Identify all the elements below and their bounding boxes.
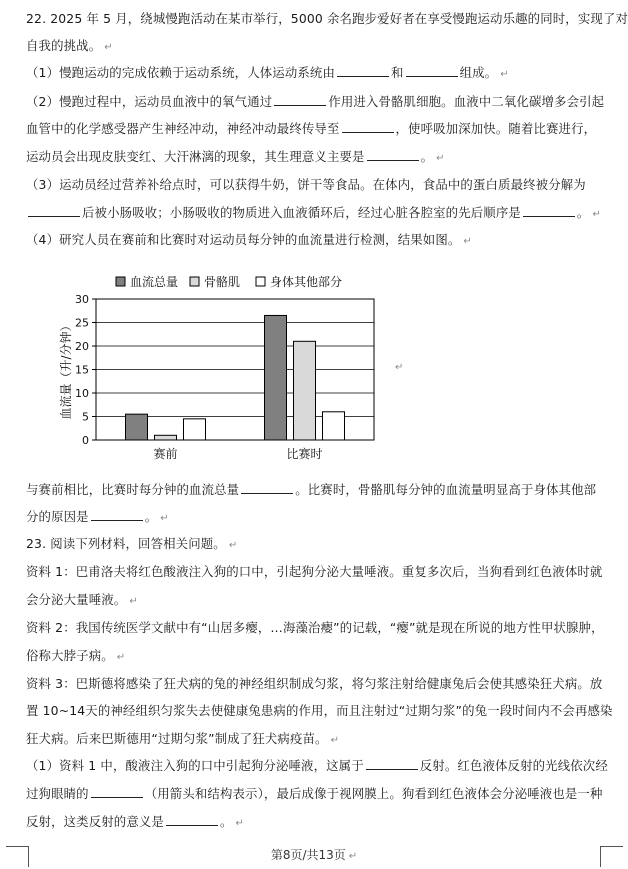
q22-stem-line1: [26, 10, 628, 28]
legend-label: 骨骼肌: [204, 275, 241, 289]
answer-blank[interactable]: [166, 813, 218, 826]
answer-blank[interactable]: [523, 204, 575, 217]
text: （4）研究人员在赛前和比赛时对运动员每分钟的血流量进行检测，结果如图。: [26, 232, 461, 247]
text: 资料 2：我国传统医学文献中有“山居多瘿，…海藻治瘿”的记载，“瘿”就是现在所说的地方性甲状腺肿，: [26, 620, 604, 635]
answer-blank[interactable]: [241, 481, 293, 494]
legend-label: 身体其他部分: [270, 275, 343, 289]
paragraph-mark: ↵: [228, 540, 238, 551]
paragraph-mark: ↵: [592, 209, 601, 220]
text: 后被小肠吸收；小肠吸收的物质进入血液循环后，经过心脏各腔室的先后顺序是: [82, 205, 521, 220]
chart-paragraph-mark: [392, 357, 404, 377]
q23-material1-line2: [26, 591, 138, 611]
q23-stem: [26, 535, 237, 555]
text: 与赛前相比，比赛时每分钟的血流总量: [26, 482, 240, 497]
answer-blank[interactable]: [91, 785, 143, 798]
answer-blank[interactable]: [91, 508, 143, 521]
text: 会分泌大量唾液。: [26, 592, 127, 607]
text: 狂犬病。后来巴斯德用“过期匀浆”制成了狂犬病疫苗。: [26, 731, 328, 746]
q22-part4-line3: [26, 508, 169, 528]
bar: [265, 315, 287, 440]
text: （3）运动员经过营养补给点时，可以获得牛奶，饼干等食品。在体内，食品中的蛋白质最终被分解为: [26, 177, 586, 192]
text: 自我的挑战。: [26, 38, 102, 53]
q23-material1-line1: [26, 563, 602, 581]
answer-blank[interactable]: [366, 757, 418, 770]
q22-part3-line1: [26, 176, 586, 194]
paragraph-mark: ↵: [116, 652, 126, 663]
text: （2）慢跑过程中，运动员血液中的氧气通过: [26, 94, 273, 109]
paragraph-mark: ↵: [395, 362, 404, 373]
text: 资料 1：巴甫洛夫将红色酸液注入狗的口中，引起狗分泌大量唾液。重复多次后，当狗看到红色液体时就: [26, 564, 603, 579]
q22-part4: [26, 231, 472, 251]
text: 和: [391, 65, 404, 80]
q23-material2-line2: [26, 647, 125, 667]
text: 置 10~14天的神经组织匀浆失去使健康兔患病的作用，而且注射过“过期匀浆”的兔一段时间内不会再感染: [26, 703, 613, 718]
answer-blank[interactable]: [367, 148, 419, 161]
legend-swatch: [190, 277, 199, 286]
q22-part4-line2: [26, 481, 596, 499]
q23-material3-line2: [26, 702, 613, 720]
bar: [184, 419, 206, 440]
text: 过狗眼睛的: [26, 786, 89, 801]
bar: [323, 412, 345, 440]
text: 。: [576, 205, 590, 220]
text: 反射。红色液体反射的光线依次经: [419, 758, 608, 773]
text: 血管中的化学感受器产生神经冲动，神经冲动最终传导至: [26, 121, 340, 136]
answer-blank[interactable]: [342, 120, 394, 133]
bar: [126, 414, 148, 440]
bar: [294, 341, 316, 440]
paragraph-mark: ↵: [500, 69, 509, 80]
text: （用箭头和结构表示），最后成像于视网膜上。狗看到红色液体会分泌唾液也是一种: [144, 786, 603, 801]
legend-swatch: [116, 277, 125, 286]
paragraph-mark: ↵: [348, 851, 358, 862]
answer-blank[interactable]: [406, 64, 458, 77]
x-category-label: 比赛时: [286, 447, 323, 461]
q22-part3-line2: [26, 204, 601, 224]
q22-part2-line1: [26, 93, 604, 111]
legend-swatch: [256, 277, 265, 286]
text: 运动员会出现皮肤变红、大汗淋漓的现象，其生理意义主要是: [26, 149, 365, 164]
paragraph-mark: ↵: [160, 513, 169, 524]
answer-blank[interactable]: [28, 204, 80, 217]
y-tick-label: 30: [75, 293, 89, 306]
text: 资料 3：巴斯德将感染了狂犬病的兔的神经组织制成匀浆，将匀浆注射给健康兔后会使其感染狂犬病。放: [26, 676, 603, 691]
page-footer: [0, 846, 628, 863]
text: （1）慢跑运动的完成依赖于运动系统，人体运动系统由: [26, 65, 336, 80]
text: 。: [144, 509, 158, 524]
y-tick-label: 15: [75, 363, 89, 377]
paragraph-mark: ↵: [436, 153, 445, 164]
q23-material3-line1: [26, 675, 602, 693]
paragraph-mark: ↵: [330, 735, 340, 746]
q23-part1-line3: [26, 813, 244, 833]
text: 。: [219, 814, 233, 829]
paragraph-mark: ↵: [129, 596, 138, 607]
y-tick-label: 5: [82, 410, 89, 424]
q22-part1: [26, 64, 509, 84]
text: 。比赛时，骨骼肌每分钟的血流量明显高于身体其他部: [295, 482, 597, 497]
blood-flow-chart: [50, 268, 410, 466]
y-tick-label: 20: [75, 340, 89, 353]
q23-material3-line3: [26, 730, 339, 750]
q22-stem-line2: [26, 37, 113, 57]
text: 俗称大脖子病。: [26, 648, 114, 663]
text: 22. 2025 年 5 月，绕城慢跑活动在某市举行，5000 余名跑步爱好者在享受慢跑运动乐趣的同时，实现了对: [26, 11, 628, 26]
paragraph-mark: ↵: [235, 818, 245, 829]
y-axis-label: 血流量（升/分钟）: [59, 319, 73, 420]
answer-blank[interactable]: [337, 64, 389, 77]
q22-part2-line3: [26, 148, 445, 168]
y-tick-label: 0: [82, 434, 89, 447]
text: 反射，这类反射的意义是: [26, 814, 164, 829]
text: 23. 阅读下列材料，回答相关问题。: [26, 536, 226, 551]
q23-part1-line1: [26, 757, 608, 775]
legend-label: 血流总量: [130, 275, 179, 289]
paragraph-mark: ↵: [463, 236, 472, 247]
bar: [155, 435, 177, 440]
text: 。: [420, 149, 434, 164]
paragraph-mark: ↵: [104, 42, 113, 53]
text: （1）资料 1 中，酸液注入狗的口中引起狗分泌唾液，这属于: [26, 758, 364, 773]
text: ，使呼吸加深加快。随着比赛进行，: [395, 121, 597, 136]
text: 作用进入骨骼肌细胞。血液中二氧化碳增多会引起: [328, 94, 605, 109]
q23-material2-line1: [26, 619, 604, 637]
y-tick-label: 10: [75, 387, 89, 400]
text: 分的原因是: [26, 509, 89, 524]
q23-part1-line2: [26, 785, 603, 803]
answer-blank[interactable]: [274, 93, 326, 106]
page-number: 第8页/共13页: [270, 848, 346, 862]
x-category-label: 赛前: [153, 447, 178, 461]
text: 组成。: [459, 65, 498, 80]
y-tick-label: 25: [75, 316, 89, 330]
q22-part2-line2: [26, 120, 596, 138]
